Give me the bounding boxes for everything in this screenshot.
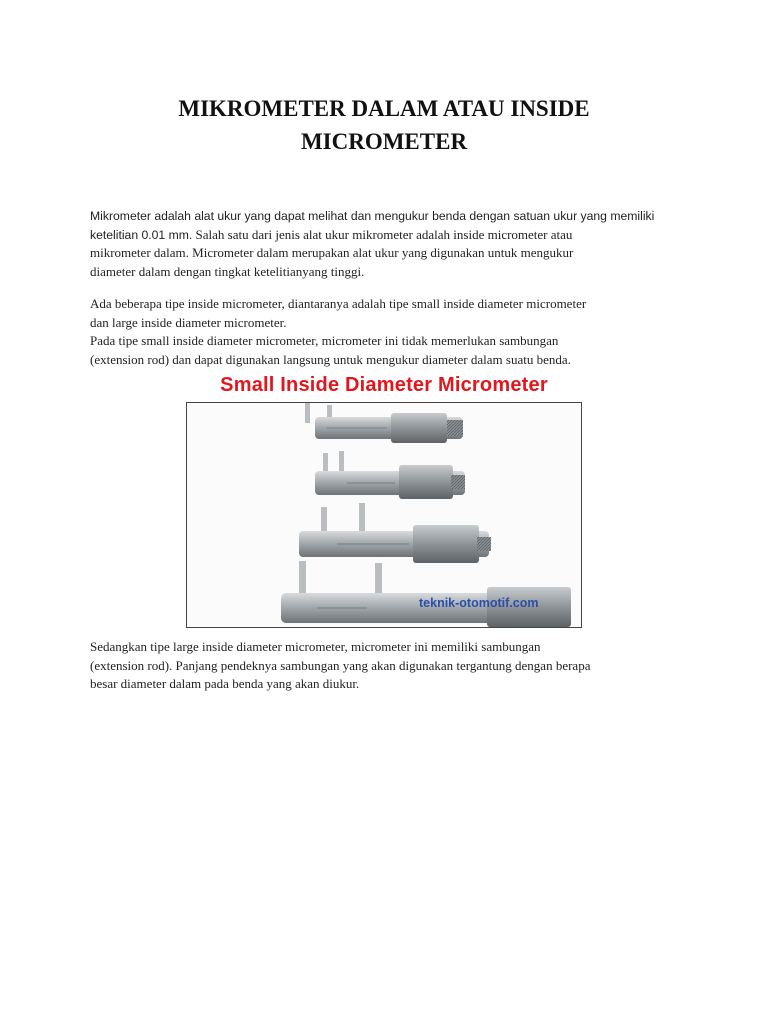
title-line-1: MIKROMETER DALAM ATAU INSIDE: [178, 96, 590, 121]
paragraph-line: Mikrometer adalah alat ukur yang dapat melihat dan mengukur benda dengan satuan ukur yang memiliki: [90, 209, 655, 223]
paragraph-line: (extension rod). Panjang pendeknya sambungan yang akan digunakan tergantung dengan berapa: [90, 657, 591, 673]
micrometer-illustration: [187, 403, 581, 627]
paragraph-line: (extension rod) dan dapat digunakan langsung untuk mengukur diameter dalam suatu benda.: [90, 351, 571, 367]
paragraph-line: diameter dalam dengan tingkat ketelitianyang tinggi.: [90, 263, 365, 279]
figure-image: [186, 402, 582, 628]
paragraph-line: Sedangkan tipe large inside diameter micrometer, micrometer ini memiliki sambungan: [90, 639, 541, 654]
paragraph-line: mikrometer dalam. Micrometer dalam merupakan alat ukur yang digunakan untuk mengukur: [90, 245, 574, 261]
figure-caption: Small Inside Diameter Micrometer: [220, 374, 548, 396]
paragraph-fragment: Salah satu dari jenis alat ukur mikrometer adalah inside micrometer atau: [192, 226, 573, 242]
paragraph-types: [90, 295, 680, 369]
page-title: [100, 92, 668, 158]
micrometer-2: [315, 451, 465, 499]
micrometer-3: [299, 503, 491, 563]
figure-watermark: teknik-otomotif.com: [419, 596, 539, 610]
micrometer-figure: [186, 372, 582, 628]
paragraph-fragment: ketelitian 0.01 mm.: [90, 227, 193, 242]
paragraph-line: [90, 226, 680, 245]
title-line-2: MICROMETER: [300, 129, 468, 154]
paragraph-line: Pada tipe small inside diameter micrometer, micrometer ini tidak memerlukan sambungan: [90, 333, 559, 349]
paragraph-line: dan large inside diameter micrometer.: [90, 314, 287, 330]
paragraph-line: Ada beberapa tipe inside micrometer, diantaranya adalah tipe small inside diameter micrometer: [90, 296, 587, 311]
micrometer-4: [281, 561, 571, 627]
micrometer-1: [305, 403, 463, 443]
paragraph-intro: [90, 207, 680, 281]
paragraph-large-type: [90, 638, 680, 694]
paragraph-line: besar diameter dalam pada benda yang akan diukur.: [90, 676, 360, 692]
